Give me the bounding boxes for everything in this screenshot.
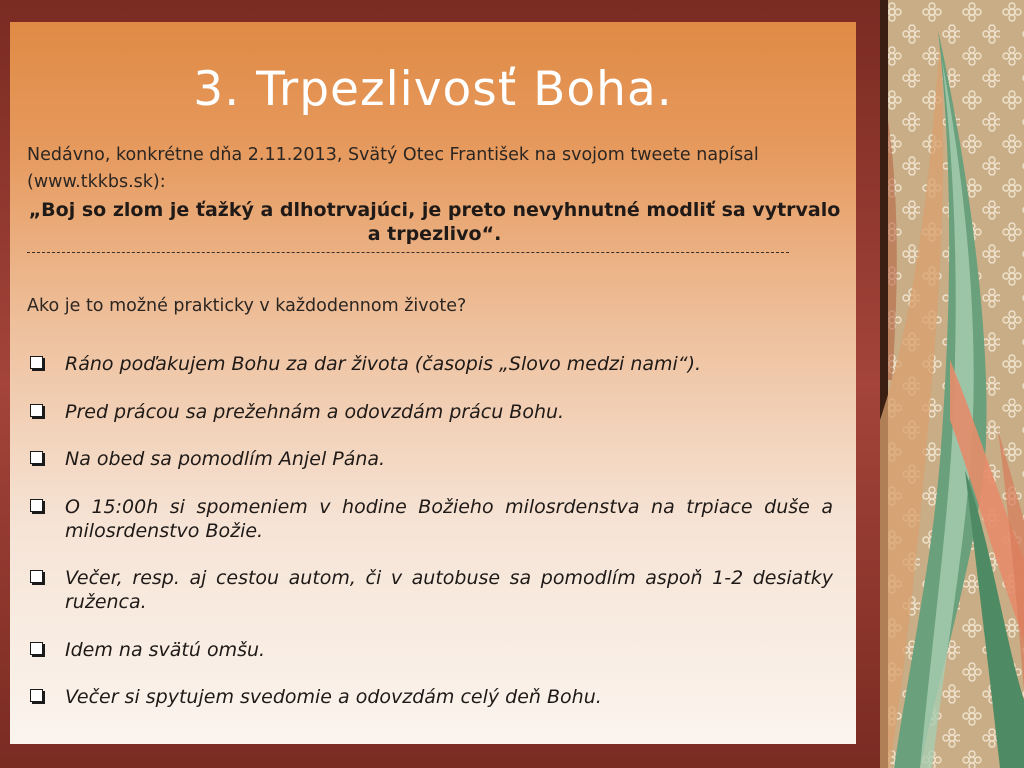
checkbox-bullet-icon (30, 356, 43, 369)
dashed-divider (27, 252, 789, 253)
list-item-text: Pred prácou sa prežehnám a odovzdám prácu Bohu. (65, 400, 565, 423)
list-item (27, 638, 833, 662)
intro-text: Nedávno, konkrétne dňa 2.11.2013, Svätý Otec František na svojom tweete napísal (www.tkkbs.sk): (27, 145, 759, 192)
list-item-text: Večer si spytujem svedomie a odovzdám celý deň Bohu. (65, 686, 602, 708)
list-item (27, 495, 833, 543)
list-item-text: Idem na svätú omšu. (65, 638, 266, 661)
list-item (27, 400, 833, 424)
list-item-text: Na obed sa pomodlím Anjel Pána. (65, 448, 386, 470)
slide (10, 22, 856, 744)
list-item-text: O 15:00h si spomeniem v hodine Božieho milosrdenstva na trpiace duše a milosrdenstvo Božie. (65, 495, 833, 542)
checkbox-bullet-icon (30, 570, 43, 583)
question-text: Ako je to možné prakticky v každodennom živote? (27, 296, 467, 316)
list-item (27, 447, 833, 471)
checkbox-bullet-icon (30, 499, 43, 512)
checkbox-bullet-icon (30, 404, 43, 417)
checkbox-bullet-icon (30, 689, 43, 702)
quote-text: „Boj so zlom je ťažký a dlhotrvajúci, je preto nevyhnutné modliť sa vytrvalo a trpezlivo“. (28, 199, 841, 245)
decorative-side-panel (880, 0, 1024, 768)
list-item (27, 352, 833, 376)
slide-title: 3. Trpezlivosť Boha. (193, 62, 673, 117)
list-item (27, 566, 833, 614)
checkbox-bullet-icon (30, 451, 43, 464)
list-item (27, 685, 833, 709)
list-item-text: Večer, resp. aj cestou autom, či v autobuse sa pomodlím aspoň 1-2 desiatky ruženca. (65, 567, 833, 613)
list-item-text: Ráno poďakujem Bohu za dar života (časopis „Slovo medzi nami“). (65, 353, 702, 375)
practice-list (27, 352, 833, 733)
checkbox-bullet-icon (30, 642, 43, 655)
